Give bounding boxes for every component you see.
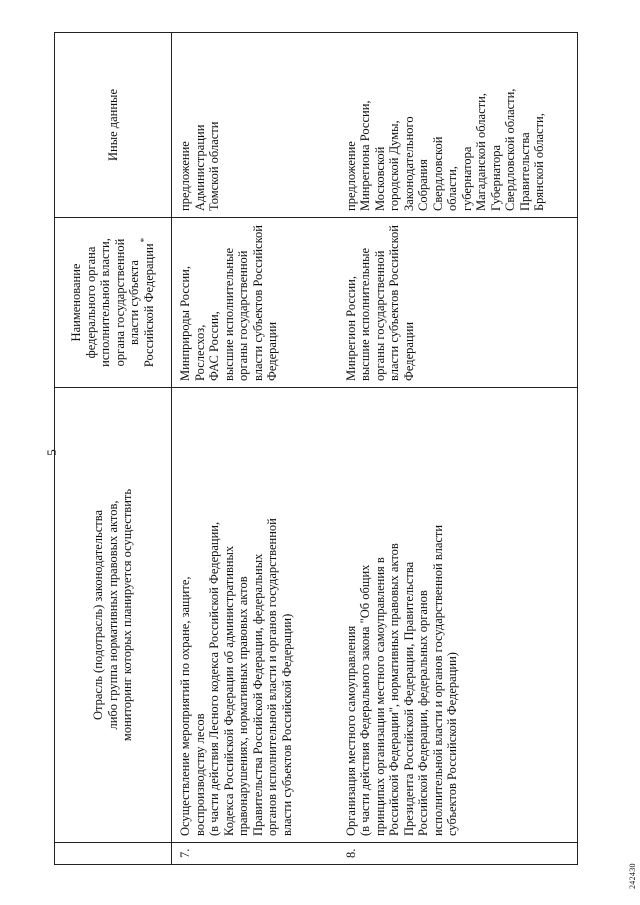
text-line: исполнительной власти, — [98, 238, 112, 367]
text-line: власти субъектов Российской — [387, 225, 401, 381]
row-other-lines — [344, 39, 547, 211]
text-line: высшие исполнительные — [221, 247, 236, 381]
header-num — [55, 843, 172, 865]
text-line: Минприроды России, — [178, 266, 192, 381]
table-row — [172, 33, 338, 865]
text-line: Московской — [372, 146, 387, 211]
row-number: 8. — [338, 843, 578, 865]
row-topic — [172, 388, 338, 843]
text-line: Федерации — [401, 321, 416, 381]
header-topic-lines — [91, 394, 135, 836]
text-line: высшие исполнительные — [358, 247, 372, 381]
text-line: Правительства Российской Федерации, федеральных — [250, 553, 265, 836]
text-line: губернатора — [459, 146, 474, 211]
text-line: органа государственной — [112, 238, 127, 367]
text-line: Администрации — [192, 124, 207, 211]
row-authority — [172, 218, 338, 388]
text-line: власти субъектов Российской — [250, 225, 265, 381]
text-line: (в части действия Федерального закона "Об общих — [358, 564, 372, 836]
header-other — [55, 33, 172, 218]
text-line: Минрегиона России, — [358, 100, 372, 211]
text-line: Губернатора — [488, 144, 503, 211]
text-line: правонарушениях, нормативных правовых актов — [236, 576, 250, 836]
row-authority — [338, 218, 578, 388]
row-other — [172, 33, 338, 218]
row-number: 7. — [172, 843, 338, 865]
text-line: воспроизводству лесов — [192, 713, 207, 836]
text-line: городской Думы, — [387, 120, 401, 211]
text-line: органы государственной — [372, 250, 387, 381]
row-authority-lines — [344, 224, 417, 381]
row-topic-lines — [344, 394, 460, 836]
text-line: Правительства — [517, 132, 532, 211]
text-line: органов исполнительной власти и органов государственной — [265, 518, 279, 836]
header-other-lines — [106, 39, 121, 211]
footnote-mark: * — [138, 237, 149, 243]
text-line: Законодательного — [401, 116, 416, 211]
text-line: либо группа нормативных правовых актов, — [105, 500, 120, 730]
text-line: Свердловской — [430, 136, 445, 211]
row-other-lines — [178, 39, 222, 211]
text-line: власти субъектов Российской Федерации) — [279, 613, 294, 836]
row-topic-lines — [178, 394, 294, 836]
document-id: 242430 — [628, 863, 637, 889]
text-line: Отрасль (подотрасль) законодательства — [91, 510, 106, 721]
text-line: мониторинг которых планируется осуществить — [120, 488, 135, 742]
text-line: Российской Федерации", нормативных правовых актов — [387, 543, 401, 836]
row-other — [338, 33, 578, 218]
text-line: Президента Российской Федерации, Правительства — [401, 561, 416, 836]
text-line: органы государственной — [236, 250, 250, 381]
header-authority — [55, 218, 172, 388]
text-line: Собрания — [416, 159, 430, 211]
text-line: федерального органа — [83, 246, 98, 359]
text-line: области, — [445, 166, 459, 211]
text-line: Кодекса Российской Федерации об административных — [221, 545, 236, 836]
text-line: Наименование — [69, 263, 83, 342]
table-header-row — [55, 33, 172, 865]
text-line: Свердловской области, — [503, 88, 517, 211]
text-line: ФАС России, — [207, 311, 221, 381]
text-line: исполнительной власти и органов государственной власти — [430, 524, 445, 836]
text-line: Российской Федерации, федеральных органов — [416, 590, 430, 836]
row-topic — [338, 388, 578, 843]
table-row — [338, 33, 578, 865]
text-line: Томской области — [207, 121, 221, 211]
text-line: Федерации — [265, 321, 279, 381]
text-line: принципах организации местного самоуправления в — [372, 557, 387, 836]
page-number: 5 — [44, 449, 59, 456]
text-line: (в части действия Лесного кодекса Российской Федерации, — [207, 521, 221, 836]
text-line: Организация местного самоуправления — [343, 625, 358, 836]
text-line: Иные данные — [105, 88, 120, 162]
monitoring-table — [54, 32, 578, 865]
text-line: Рослесхоз, — [192, 324, 207, 381]
row-authority-lines — [178, 224, 280, 381]
text-line: Брянской области, — [532, 113, 546, 211]
text-line: власти субъекта — [127, 260, 141, 345]
text-line: Магаданской области, — [474, 93, 488, 211]
text-line: Осуществление мероприятий по охране, защите, — [178, 576, 192, 836]
text-line: Российской Федерации* — [138, 237, 156, 368]
header-topic — [55, 388, 172, 843]
text-line: предложение — [343, 141, 358, 211]
header-authority-lines — [69, 224, 157, 381]
text-line: субъектов Российской Федерации) — [445, 652, 459, 836]
text-line: Минрегион России, — [343, 276, 358, 381]
text-line: предложение — [178, 141, 192, 211]
